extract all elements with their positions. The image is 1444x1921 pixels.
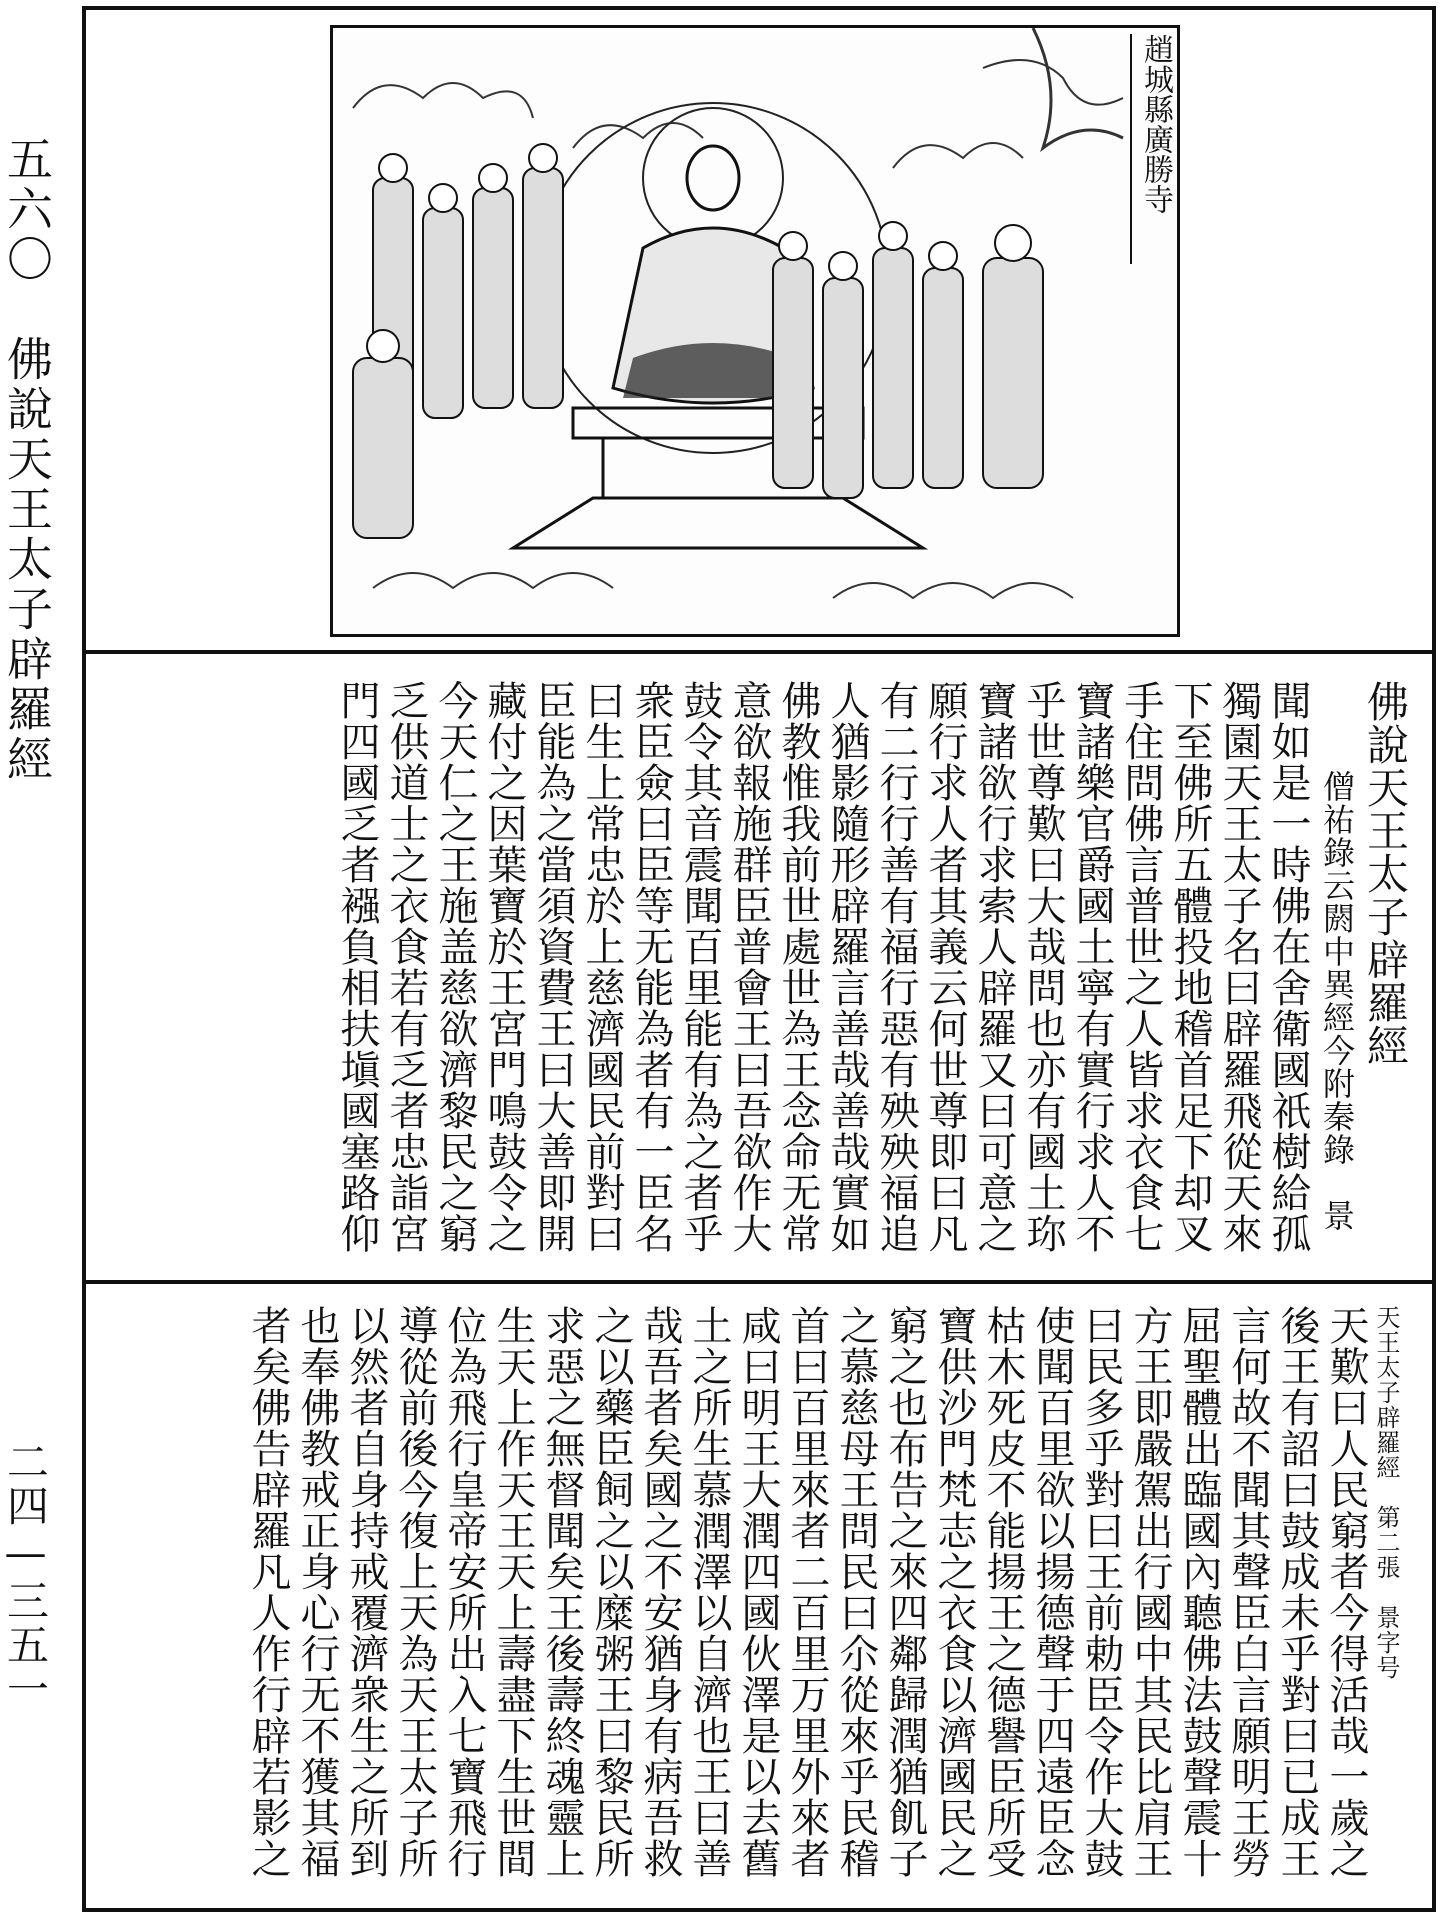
- text-column: 有二行行善有福行惡有殃殃福追: [873, 680, 919, 1254]
- text-column: 曰生上常忠於上慈濟國民前對曰: [579, 680, 625, 1254]
- text-column: 之慕慈母王問民曰尒從來乎民稽: [833, 1305, 879, 1879]
- divider-top: [82, 650, 1436, 654]
- text-column: 者矣佛告辟羅凡人作行辟若影之: [245, 1305, 291, 1879]
- text-column: 獨園天王太子名曰辟羅飛從天來: [1216, 680, 1262, 1254]
- divider-bottom: [82, 1280, 1436, 1284]
- woodblock-illustration: [330, 25, 1180, 637]
- text-column: 藏付之因葉寶於王宮門鳴鼓令之: [481, 680, 527, 1254]
- text-column: 乏供道士之衣食若有乏者忠詣宮: [383, 680, 429, 1254]
- text-column: 衆臣僉曰臣等无能為者有一臣名: [628, 680, 674, 1254]
- text-column: 方王即嚴駕出行國中其民比肩王: [1127, 1305, 1173, 1879]
- text-column: 也奉佛教戒正身心行无不獲其福: [294, 1305, 340, 1879]
- text-column: 意欲報施群臣普會王曰吾欲作大: [726, 680, 772, 1254]
- text-column: 咸曰明王大潤四國伙澤是以去舊: [735, 1305, 781, 1879]
- text-column: 哉吾者矣國之不安猶身有病吾救: [637, 1305, 683, 1879]
- text-column: 枯木死皮不能揚王之德譽臣所受: [980, 1305, 1026, 1879]
- text-column: 人猶影隨形辟羅言善哉善哉實如: [824, 680, 870, 1254]
- text-column: 曰民多乎對曰王前勅臣令作大鼓: [1078, 1305, 1124, 1879]
- text-column: 寶諸樂官爵國土寧有實行求人不: [1069, 680, 1115, 1254]
- sutra-title: 佛說天王太子辟羅經: [1361, 680, 1410, 1067]
- text-column: 土之所生慕潤澤以自濟也王曰善: [686, 1305, 732, 1879]
- text-column: 手住問佛言普世之人皆求衣食七: [1118, 680, 1164, 1254]
- sutra-text-panel-upper: [140, 680, 1410, 1280]
- text-column: 門四國乏者襁負相扶塡國塞路仰: [334, 680, 380, 1254]
- catalog-note: 僧祐錄云閼中異經今附秦錄 景: [1318, 770, 1356, 1232]
- sheet-marker: 天王太子辟羅經 第二張 景字号: [1372, 1305, 1400, 1680]
- text-column: 後王有詔曰鼓成未乎對曰已成王: [1274, 1305, 1320, 1879]
- text-column: 求惡之無督聞矣王後壽終魂靈上: [539, 1305, 585, 1879]
- margin-page-reference: 二四—三五一: [1, 1440, 50, 1711]
- text-column: 使聞百里欲以揚德聲于四遠臣念: [1029, 1305, 1075, 1879]
- text-column: 佛教惟我前世處世為王念命无常: [775, 680, 821, 1254]
- text-column: 窮之也布告之來四鄰歸潤猶飢子: [882, 1305, 928, 1879]
- text-column: 聞如是一時佛在舍衛國祇樹給孤: [1265, 680, 1311, 1254]
- text-column: 下至佛所五體投地稽首足下却叉: [1167, 680, 1213, 1254]
- text-column: 鼓令其音震聞百里能有為之者乎: [677, 680, 723, 1254]
- sutra-text-panel-lower: [140, 1305, 1410, 1895]
- text-column: 導從前後今復上天為天王太子所: [392, 1305, 438, 1879]
- text-column: 乎世尊歎曰大哉問也亦有國土珎: [1020, 680, 1066, 1254]
- text-column: 之以藥臣飼之以糜粥王曰黎民所: [588, 1305, 634, 1879]
- text-column: 位為飛行皇帝安所出入七寶飛行: [441, 1305, 487, 1879]
- text-column: 生天上作天王天上壽盡下生世間: [490, 1305, 536, 1879]
- text-column: 臣能為之當須資費王曰大善即開: [530, 680, 576, 1254]
- text-column: 寶供沙門梵志之衣食以濟國民之: [931, 1305, 977, 1879]
- text-column: 以然者自身持戒覆濟衆生之所到: [343, 1305, 389, 1879]
- illustration-caption: 趙城縣廣勝寺: [1130, 34, 1172, 264]
- text-column: 今天仁之王施盖慈欲濟黎民之窮: [432, 680, 478, 1254]
- text-column: 言何故不聞其聲臣白言願明王勞: [1225, 1305, 1271, 1879]
- text-column: 寶諸欲行求索人辟羅又曰可意之: [971, 680, 1017, 1254]
- text-column: 天歎曰人民窮者今得活哉一歲之: [1323, 1305, 1369, 1879]
- text-column: 首曰百里來者二百里万里外來者: [784, 1305, 830, 1879]
- buddha-assembly-drawing: [333, 28, 1177, 634]
- text-column: 屈聖體出臨國內聽佛法鼓聲震十: [1176, 1305, 1222, 1879]
- margin-sutra-title: 五六〇 佛說天王太子辟羅經: [0, 135, 54, 785]
- text-column: 願行求人者其義云何世尊即曰凡: [922, 680, 968, 1254]
